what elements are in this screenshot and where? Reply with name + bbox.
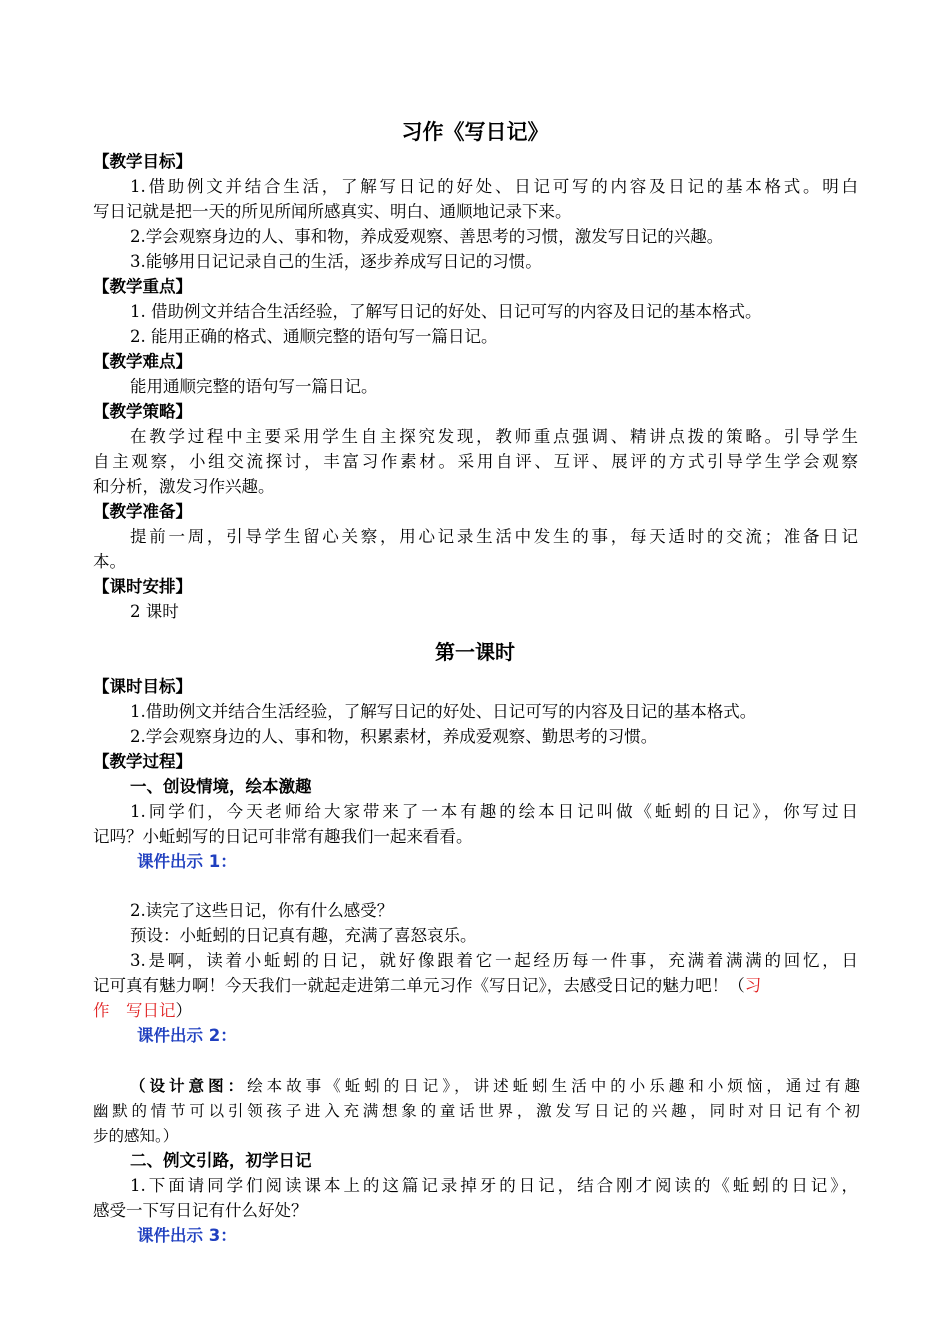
section-heading-key-points: 【教学重点】 <box>93 277 192 296</box>
slide-label-1: 课件出示 1： <box>137 852 237 871</box>
lesson-title: 第一课时 <box>435 640 515 664</box>
step-2-heading: 二、例文引路，初学日记 <box>130 1151 312 1170</box>
step-1-para-2: 2.读完了这些日记，你有什么感受？ <box>130 901 394 920</box>
design-intent-label: （设计意图： <box>130 1077 248 1095</box>
step-1-heading: 一、创设情境，绘本激趣 <box>130 777 312 796</box>
design-intent-text-1: 绘本故事《蚯蚓的日记》，讲述蚯蚓生活中的小乐趣和小烦恼，通过有趣 <box>247 1077 860 1095</box>
slide-label-2: 课件出示 2： <box>137 1026 237 1045</box>
step-1-preset: 预设：小蚯蚓的日记真有趣，充满了喜怒哀乐。 <box>130 926 477 945</box>
section-heading-schedule: 【课时安排】 <box>93 577 192 596</box>
step-2-para-1-line-2: 感受一下写日记有什么好处？ <box>93 1201 308 1220</box>
step-1-para-3-red-title: 作 写日记 <box>93 1001 176 1020</box>
design-intent-line-2: 幽默的情节可以引领孩子进入充满想象的童话世界，激发写日记的兴趣，同时对日记有个初 <box>93 1102 860 1120</box>
step-2-para-1-line-1: 1.下面请同学们阅读课本上的这篇记录掉牙的日记，结合刚才阅读的《蚯蚓的日记》， <box>130 1176 858 1195</box>
step-1-para-1-line-2: 记吗？小蚯蚓写的日记可非常有趣我们一起来看看。 <box>93 827 473 846</box>
difficulty-1: 能用通顺完整的语句写一篇日记。 <box>130 377 378 396</box>
section-heading-goals: 【教学目标】 <box>93 152 192 171</box>
preparation-line-2: 本。 <box>93 552 126 571</box>
section-heading-difficulties: 【教学难点】 <box>93 352 192 371</box>
step-1-para-3-close: ） <box>175 1001 192 1020</box>
section-heading-process: 【教学过程】 <box>93 752 192 771</box>
section-heading-preparation: 【教学准备】 <box>93 502 192 521</box>
strategy-line-2: 自主观察，小组交流探讨，丰富习作素材。采用自评、互评、展评的方式引导学生学会观察 <box>93 452 858 471</box>
goal-3: 3.能够用日记记录自己的生活，逐步养成写日记的习惯。 <box>130 252 542 271</box>
page-title: 习作《写日记》 <box>401 120 549 144</box>
section-heading-lesson-goals: 【课时目标】 <box>93 677 192 696</box>
goal-2: 2.学会观察身边的人、事和物，养成爱观察、善思考的习惯，激发写日记的兴趣。 <box>130 227 724 246</box>
strategy-line-3: 和分析，激发习作兴趣。 <box>93 477 275 496</box>
lesson-goal-2: 2.学会观察身边的人、事和物，积累素材，养成爱观察、勤思考的习惯。 <box>130 727 658 746</box>
design-intent-line-1 <box>130 1074 860 1098</box>
step-1-para-3-text: 记可真有魅力啊！今天我们一就起走进第二单元习作《写日记》，去感受日记的魅力吧！（ <box>93 976 745 995</box>
step-1-para-1-line-1: 1.同学们，今天老师给大家带来了一本有趣的绘本日记叫做《蚯蚓的日记》，你写过日 <box>130 802 858 821</box>
step-1-para-3-line-3 <box>93 999 863 1023</box>
step-1-para-3-line-2 <box>93 974 863 998</box>
slide-label-3: 课件出示 3： <box>137 1226 237 1245</box>
design-intent-line-3: 步的感知。） <box>93 1127 179 1145</box>
schedule-value: 2 课时 <box>130 602 179 621</box>
key-point-2: 2. 能用正确的格式、通顺完整的语句写一篇日记。 <box>130 327 498 346</box>
preparation-line-1: 提前一周，引导学生留心关察，用心记录生活中发生的事，每天适时的交流；准备日记 <box>130 527 858 546</box>
step-1-para-3-red-text: 习 <box>744 976 762 995</box>
key-point-1: 1. 借助例文并结合生活经验，了解写日记的好处、日记可写的内容及日记的基本格式。 <box>130 302 762 321</box>
section-heading-strategy: 【教学策略】 <box>93 402 192 421</box>
strategy-line-1: 在教学过程中主要采用学生自主探究发现，教师重点强调、精讲点拨的策略。引导学生 <box>130 427 858 446</box>
goal-1-line-2: 写日记就是把一天的所见所闻所感真实、明白、通顺地记录下来。 <box>93 202 572 221</box>
goal-1-line-1: 1.借助例文并结合生活，了解写日记的好处、日记可写的内容及日记的基本格式。明白 <box>130 177 858 196</box>
step-1-para-3-line-1: 3.是啊，读着小蚯蚓的日记，就好像跟着它一起经历每一件事，充满着满满的回忆，日 <box>130 951 858 970</box>
lesson-goal-1: 1.借助例文并结合生活经验，了解写日记的好处、日记可写的内容及日记的基本格式。 <box>130 702 757 721</box>
